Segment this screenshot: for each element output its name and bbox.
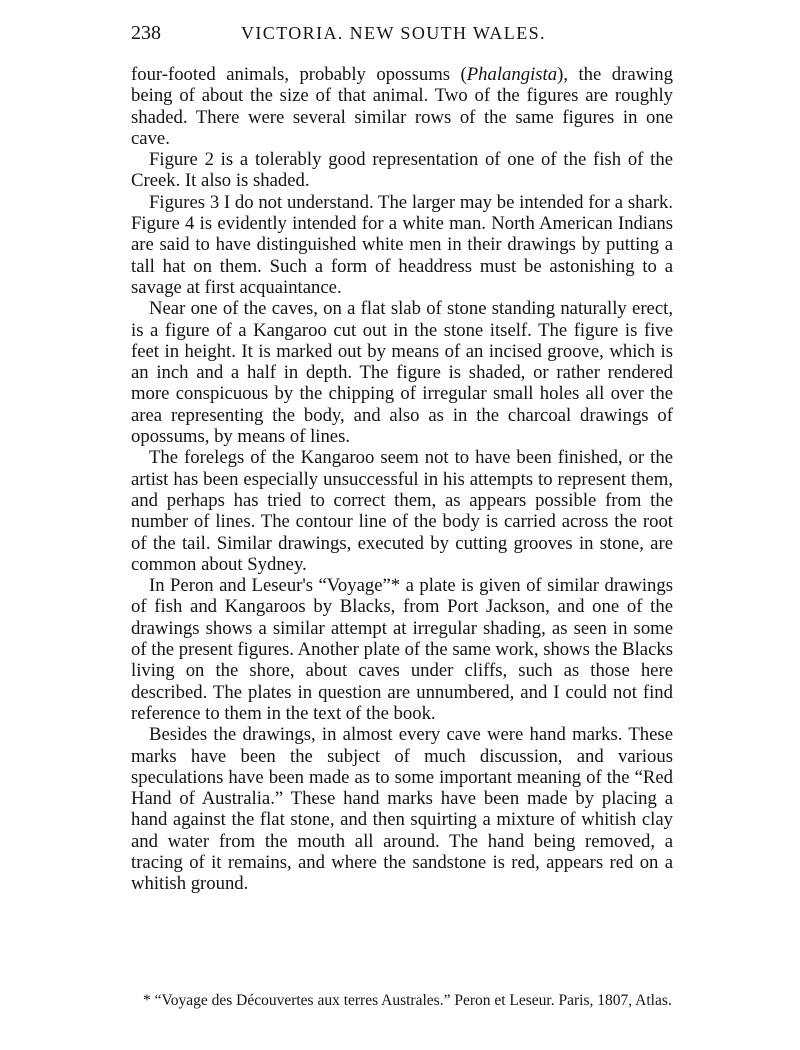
paragraph-4: Near one of the caves, on a flat slab of stone standing naturally erect, is a figure of a Kangaroo cut out in the stone itself. The figure is five feet in height. It is marked out by means of an incised groove, which is an inch and a half in depth. The figure is shaded, or rather rendered more conspicuous by the chipping of irregular small holes all over the area representing the body, and also as in the charcoal drawings of opossums, by means of lines. [131, 298, 673, 448]
paragraph-1 [131, 64, 673, 149]
paragraph-2: Figure 2 is a tolerably good representation of one of the fish of the Creek. It also is shaded. [131, 149, 673, 192]
running-head: VICTORIA. NEW SOUTH WALES. [241, 23, 546, 43]
paragraph-6: In Peron and Leseur's “Voyage”* a plate is given of similar drawings of fish and Kangaroos by Blacks, from Port Jackson, and one of the drawings shows a similar attempt at irregular shading, as seen in some of the present figures. Another plate of the same work, shows the Blacks living on the shore, about caves under cliffs, such as those here described. The plates in question are unnumbered, and I could not find reference to them in the text of the book. [131, 575, 673, 724]
paragraph-3: Figures 3 I do not understand. The larger may be intended for a shark. Figure 4 is evidently intended for a white man. North American Indians are said to have distinguished white men in their drawings by putting a tall hat on them. Such a form of headdress must be astonishing to a savage at first acquaintance. [131, 191, 673, 298]
paragraph-5: The forelegs of the Kangaroo seem not to have been finished, or the artist has been especially unsuccessful in his attempts to represent them, and perhaps has tried to correct them, as appears possible from the number of lines. The contour line of the body is carried across the root of the tail. Similar drawings, executed by cutting grooves in stone, are common about Sydney. [131, 447, 673, 575]
paragraph-1-end: ), the drawing being of about the size of that animal. Two of the figures are roughly shaded. There were several similar rows of the same figures in one cave. [131, 64, 673, 149]
body-text [131, 64, 673, 895]
genus-name: Phalangista [466, 64, 558, 85]
page-number: 238 [131, 22, 161, 44]
footnote [131, 990, 673, 1011]
footnote-text: * “Voyage des Découvertes aux terres Australes.” Peron et Leseur. Paris, 1807, Atlas. [143, 992, 672, 1009]
page-header [131, 22, 671, 48]
paragraph-7: Besides the drawings, in almost every cave were hand marks. These marks have been the subject of much discussion, and various speculations have been made as to some important meaning of the “Red Hand of Australia.” These hand marks have been made by placing a hand against the flat stone, and then squirting a mixture of whitish clay and water from the mouth all around. The hand being removed, a tracing of it remains, and where the sandstone is red, appears red on a whitish ground. [131, 724, 673, 895]
paragraph-1-start: four-footed animals, probably opossums ( [131, 64, 467, 85]
